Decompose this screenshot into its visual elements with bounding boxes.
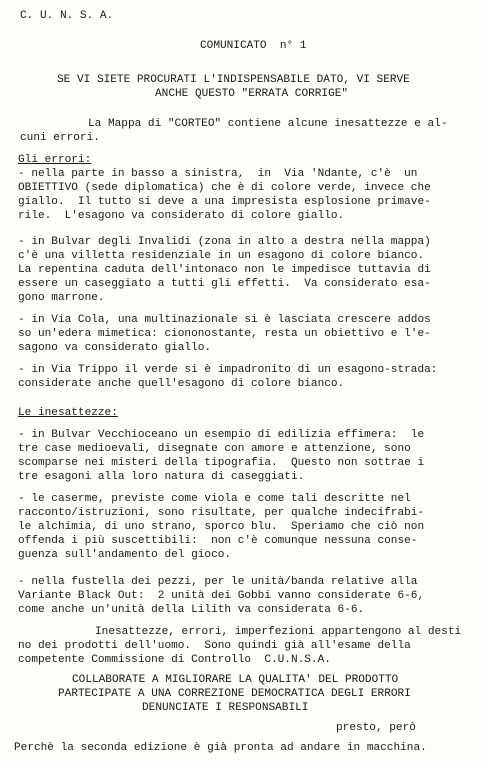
closing-line: competente Commissione di Controllo C.U.N.S.A. bbox=[18, 654, 331, 666]
inaccuracy-line: offenda i più suscettibili: non c'è comunque nessuna conse- bbox=[18, 535, 418, 547]
intro-line: La Mappa di "CORTEO" contiene alcune inesattezze e al- bbox=[88, 118, 448, 130]
inaccuracy-line: - le caserme, previste come viola e come tali descritte nel bbox=[18, 493, 411, 505]
inaccuracy-line: - nella fustella dei pezzi, per le unità/banda relative alla bbox=[18, 576, 418, 588]
inaccuracy-line: scomparse nei misteri della tipografia. Questo non sottrae i bbox=[18, 457, 425, 469]
subtitle-line: ANCHE QUESTO "ERRATA CORRIGE" bbox=[155, 88, 349, 100]
error-line: rile. L'esagono va considerato di colore giallo. bbox=[18, 210, 345, 222]
inaccuracy-line: tre esagoni alla loro natura di caseggiati. bbox=[18, 471, 305, 483]
error-line: considerate anche quell'esagono di colore bianco. bbox=[18, 378, 345, 390]
inaccuracy-line: tre case medioevali, disegnate con amore e attenzione, sono bbox=[18, 443, 411, 455]
signoff: presto, però bbox=[336, 722, 416, 734]
error-line: essere un caseggiato a tutti gli effetti. Va considerato esa- bbox=[18, 278, 431, 290]
closing-line: no dei prodotti dell'uomo. Sono quindi già all'esame della bbox=[18, 640, 411, 652]
subtitle-line: SE VI SIETE PROCURATI L'INDISPENSABILE DATO, VI SERVE bbox=[57, 74, 410, 86]
organization-header: C. U. N. S. A. bbox=[20, 10, 114, 22]
error-line: c'è una villetta residenziale in un esagono di colore bianco. bbox=[18, 250, 425, 262]
error-line: gono marrone. bbox=[18, 292, 105, 304]
error-line: - in Via Trippo il verde si è impadronito di un esagono-strada: bbox=[18, 364, 438, 376]
slogan-line: COLLABORATE A MIGLIORARE LA QUALITA' DEL PRODOTTO bbox=[72, 674, 399, 686]
document-title: COMUNICATO n° 1 bbox=[200, 40, 307, 52]
error-line: - nella parte in basso a sinistra, in Via 'Ndante, c'è un bbox=[18, 168, 418, 180]
inaccuracies-heading: Le inesattezze: bbox=[18, 407, 118, 419]
error-line: La repentina caduta dell'intonaco non le impedisce tuttavia di bbox=[18, 264, 431, 276]
errors-heading: Gli errori: bbox=[18, 154, 92, 166]
closing-line: Inesattezze, errori, imperfezioni appartengono al desti bbox=[95, 626, 462, 638]
error-line: - in Bulvar degli Invalidi (zona in alto a destra nella mappa) bbox=[18, 236, 431, 248]
final-line: Perchè la seconda edizione è già pronta ad andare in macchina. bbox=[14, 742, 427, 754]
inaccuracy-line: - in Bulvar Vecchioceano un esempio di edilizia effimera: le bbox=[18, 429, 425, 441]
error-line: so un'edera mimetica: ciononostante, resta un obiettivo e l'e- bbox=[18, 328, 431, 340]
error-line: giallo. Il tutto si deve a una impresista esplosione primave- bbox=[18, 196, 431, 208]
error-line: sagono va considerato giallo. bbox=[18, 342, 212, 354]
inaccuracy-line: Variante Black Out: 2 unità dei Gobbi vanno considerate 6-6, bbox=[18, 590, 425, 602]
inaccuracy-line: le alchimia, di uno strano, sporco blu. Speriamo che ciò non bbox=[18, 521, 425, 533]
error-line: OBIETTIVO (sede diplomatica) che è di colore verde, invece che bbox=[18, 182, 431, 194]
slogan-line: DENUNCIATE I RESPONSABILI bbox=[142, 702, 309, 714]
inaccuracy-line: racconto/istruzioni, sono risultate, per qualche indecifrabi- bbox=[18, 507, 425, 519]
error-line: - in Via Cola, una multinazionale si è lasciata crescere addos bbox=[18, 314, 431, 326]
intro-line: cuni errori. bbox=[20, 132, 100, 144]
slogan-line: PARTECIPATE A UNA CORREZIONE DEMOCRATICA DEGLI ERRORI bbox=[58, 688, 411, 700]
inaccuracy-line: guenza sull'andamento del gioco. bbox=[18, 549, 232, 561]
inaccuracy-line: come anche un'unità della Lilith va considerata 6-6. bbox=[18, 604, 365, 616]
